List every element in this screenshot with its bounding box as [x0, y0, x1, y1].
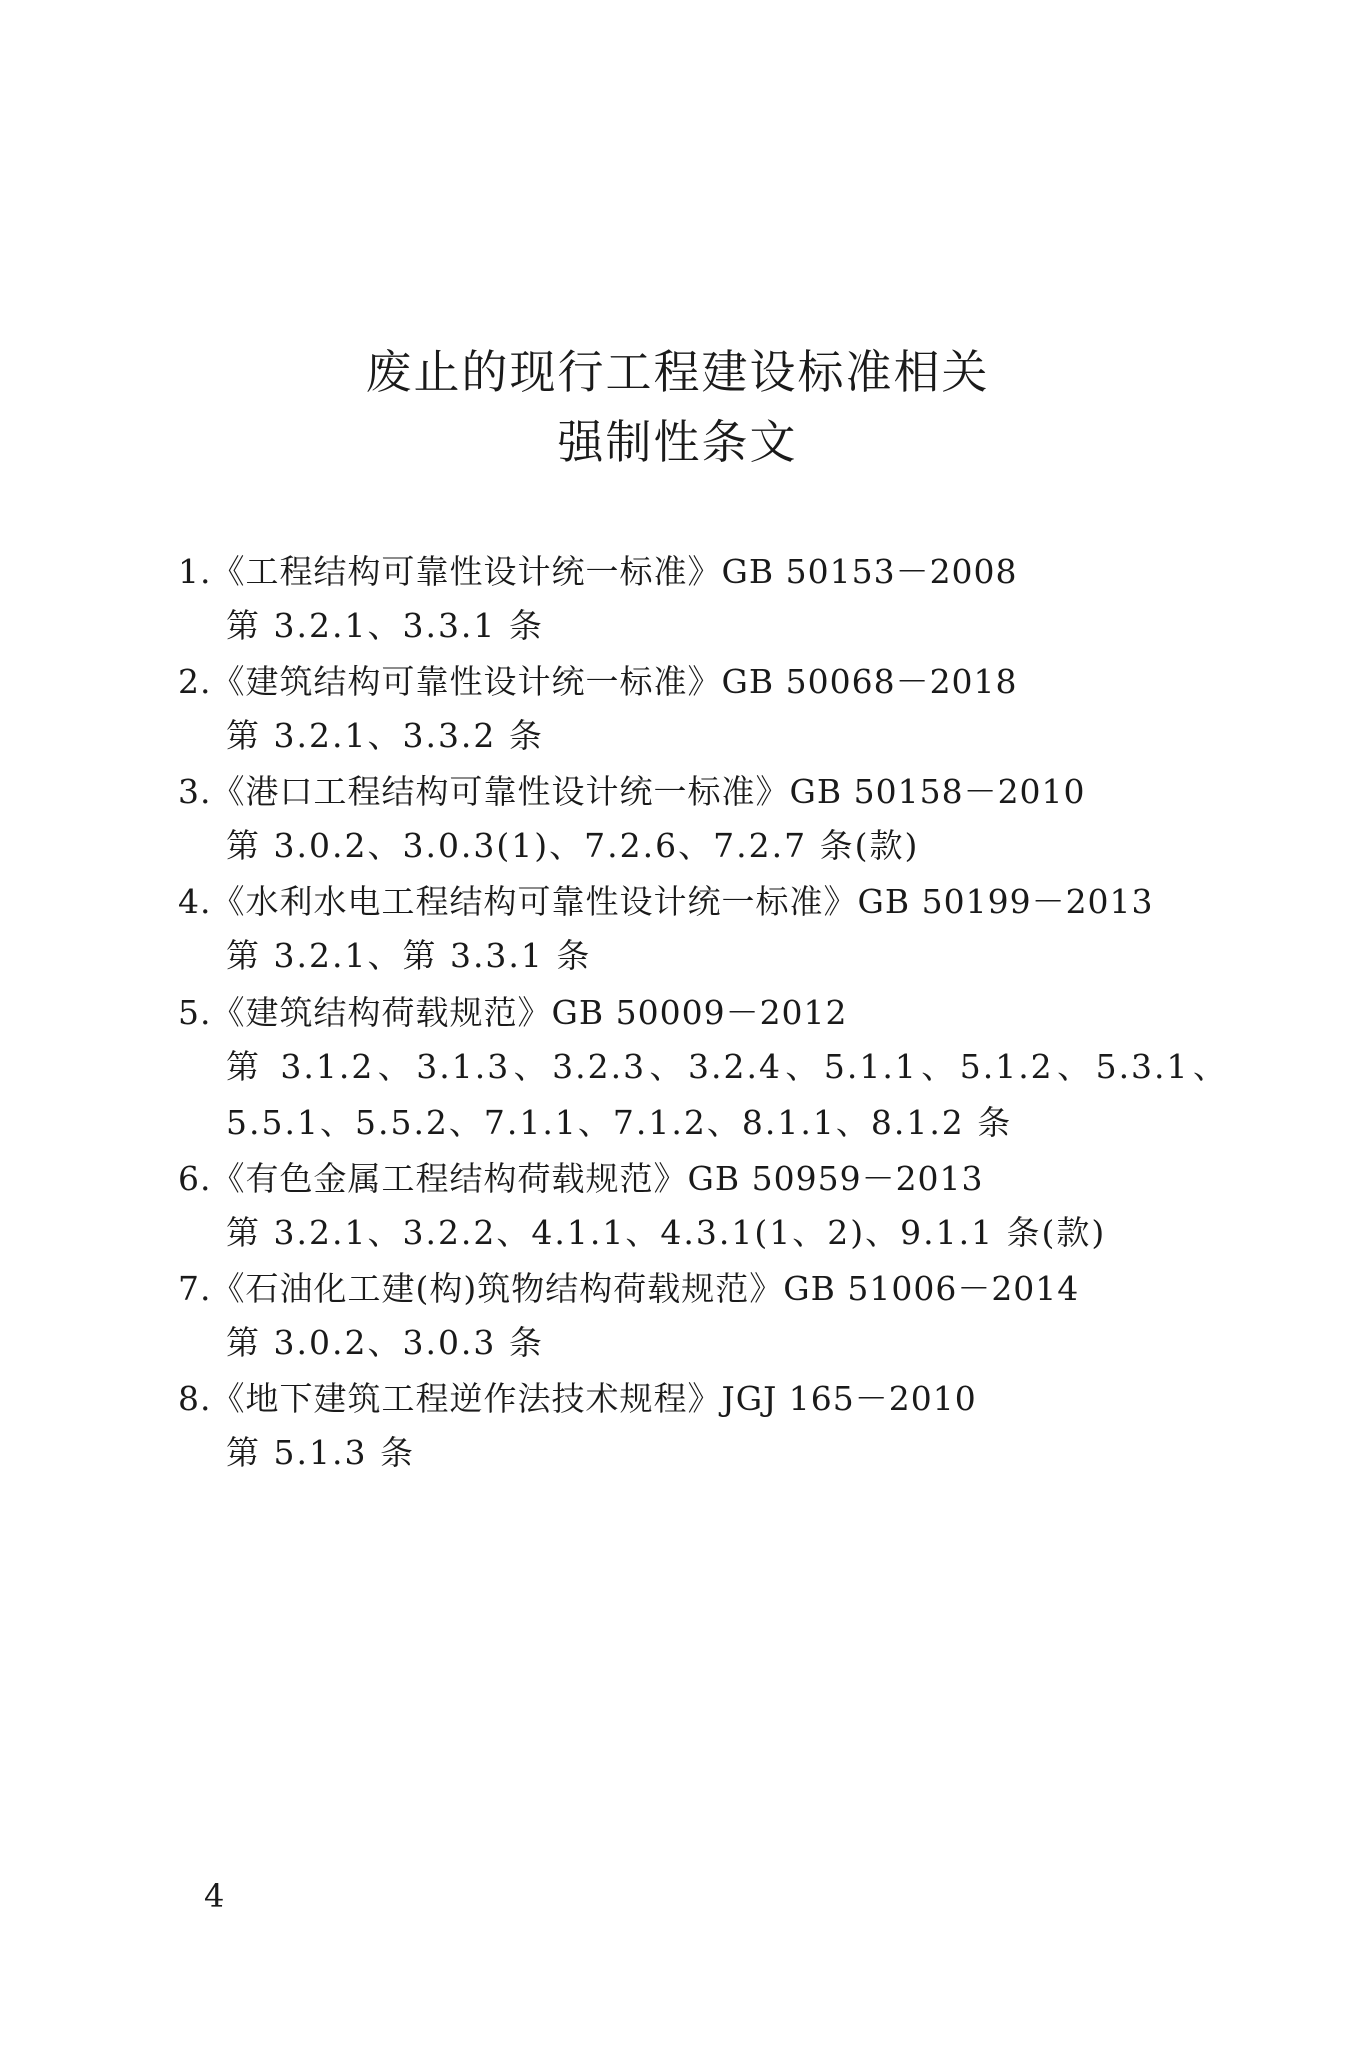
- page-number: 4: [204, 1877, 225, 1915]
- standard-entry-5-clauses-line-2: 5.5.1、5.5.2、7.1.1、7.1.2、8.1.1、8.1.2 条: [226, 1103, 1013, 1142]
- standard-entry-6-heading: 6.《有色金属工程结构荷载规范》GB 50959－2013: [178, 1159, 984, 1198]
- standard-entry-1-heading: 1.《工程结构可靠性设计统一标准》GB 50153－2008: [178, 552, 1018, 591]
- standard-entry-5-heading: 5.《建筑结构荷载规范》GB 50009－2012: [178, 993, 848, 1032]
- standard-entry-2-clauses: 第 3.2.1、3.3.2 条: [226, 716, 544, 755]
- standard-entry-2-heading: 2.《建筑结构可靠性设计统一标准》GB 50068－2018: [178, 662, 1018, 701]
- standard-entry-7-heading: 7.《石油化工建(构)筑物结构荷载规范》GB 51006－2014: [178, 1269, 1080, 1308]
- standard-entry-6-clauses: 第 3.2.1、3.2.2、4.1.1、4.3.1(1、2)、9.1.1 条(款): [226, 1213, 1107, 1252]
- document-title-line-1: 废止的现行工程建设标准相关: [365, 345, 990, 399]
- standard-entry-4-clauses: 第 3.2.1、第 3.3.1 条: [226, 936, 592, 975]
- standard-entry-1-clauses: 第 3.2.1、3.3.1 条: [226, 606, 544, 645]
- standard-entry-8-clauses: 第 5.1.3 条: [226, 1433, 415, 1472]
- standard-entry-3-clauses: 第 3.0.2、3.0.3(1)、7.2.6、7.2.7 条(款): [226, 826, 920, 865]
- standard-entry-4-heading: 4.《水利水电工程结构可靠性设计统一标准》GB 50199－2013: [178, 882, 1154, 921]
- standard-entry-3-heading: 3.《港口工程结构可靠性设计统一标准》GB 50158－2010: [178, 772, 1086, 811]
- standard-entry-7-clauses: 第 3.0.2、3.0.3 条: [226, 1323, 544, 1362]
- standard-entry-8-heading: 8.《地下建筑工程逆作法技术规程》JGJ 165－2010: [178, 1379, 977, 1418]
- document-title-line-2: 强制性条文: [557, 415, 798, 469]
- standard-entry-5-clauses-line-1: 第 3.1.2、3.1.3、3.2.3、3.2.4、5.1.1、5.1.2、5.3.1、: [226, 1047, 1228, 1086]
